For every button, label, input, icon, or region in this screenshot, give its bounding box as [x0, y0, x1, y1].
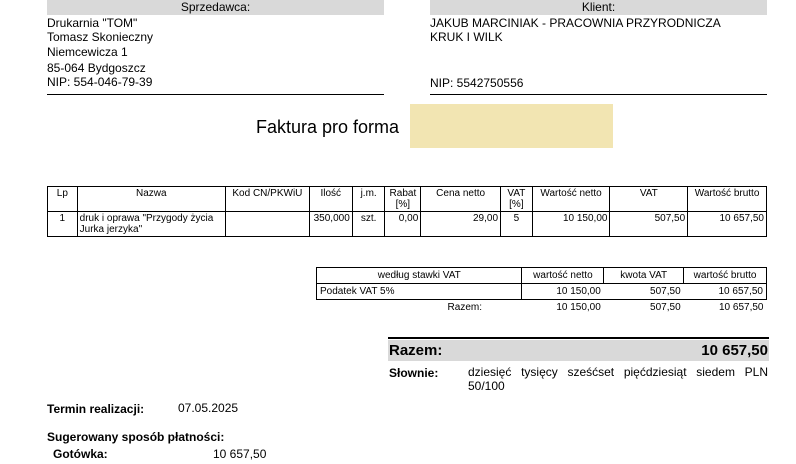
document-title: Faktura pro forma [256, 117, 400, 137]
cell-net-price: 29,00 [421, 212, 501, 237]
seller-street: Niemcewicza 1 [47, 45, 128, 59]
vat-total-gross: 10 657,50 [719, 302, 764, 313]
col-code: Kod CN/PKWiU [225, 187, 309, 212]
client-header: Klient: [430, 0, 767, 15]
seller-nip: NIP: 554-046-79-39 [47, 75, 153, 89]
col-name: Nazwa [77, 187, 225, 212]
seller-divider [47, 94, 384, 95]
col-discount: Rabat [%] [385, 187, 421, 212]
col-qty: Ilość [309, 187, 352, 212]
client-nip: NIP: 5542750556 [430, 76, 524, 90]
vat-col-vat: kwota VAT [604, 268, 684, 284]
cell-code [225, 212, 309, 237]
vat-col-gross: wartość brutto [684, 268, 767, 284]
words-label: Słownie: [389, 366, 439, 380]
vat-col-net: wartość netto [522, 268, 604, 284]
col-gross-value: Wartość brutto [688, 187, 767, 212]
realization-label: Termin realizacji: [47, 402, 145, 416]
total-value: 10 657,50 [701, 342, 768, 359]
amount-in-words: dziesięć tysięcy sześćset pięćdziesiąt siedem PLN 50/100 [468, 365, 768, 393]
vat-total-row [317, 300, 767, 316]
cell-net-value: 10 150,00 [532, 212, 610, 237]
seller-name: Drukarnia "TOM" [47, 16, 138, 30]
vat-rate-row [317, 284, 767, 300]
vat-rate-net: 10 150,00 [522, 284, 604, 300]
items-header-row [48, 187, 767, 212]
vat-total-label: Razem: [447, 302, 482, 313]
vat-header-row [317, 268, 767, 284]
cell-vat: 507,50 [610, 212, 688, 237]
payment-label: Sugerowany sposób płatności: [47, 430, 225, 444]
document-number-field [410, 104, 613, 148]
table-row [48, 212, 767, 237]
cell-vat-rate: 5 [501, 212, 533, 237]
col-vat-rate: VAT [%] [501, 187, 533, 212]
vat-rate-vat: 507,50 [604, 284, 684, 300]
cell-lp: 1 [48, 212, 78, 237]
items-table [47, 186, 767, 237]
vat-rate-gross: 10 657,50 [684, 284, 767, 300]
vat-summary-table [316, 267, 767, 315]
col-net-price: Cena netto [421, 187, 501, 212]
col-net-value: Wartość netto [532, 187, 610, 212]
col-unit: j.m. [352, 187, 385, 212]
vat-total-net: 10 150,00 [556, 302, 601, 313]
total-label: Razem: [389, 342, 443, 359]
payment-method: Gotówka: [53, 447, 108, 461]
cell-gross-value: 10 657,50 [688, 212, 767, 237]
cell-qty: 350,000 [309, 212, 352, 237]
vat-col-rate: według stawki VAT [317, 268, 522, 284]
seller-owner: Tomasz Skonieczny [47, 30, 154, 44]
payment-amount: 10 657,50 [213, 447, 267, 461]
cell-name: druk i oprawa "Przygody życia Jurka jerzyka" [77, 212, 225, 237]
col-lp: Lp [48, 187, 78, 212]
vat-rate-label: Podatek VAT 5% [317, 284, 522, 300]
client-divider [430, 94, 767, 95]
seller-header: Sprzedawca: [47, 0, 384, 15]
col-vat: VAT [610, 187, 688, 212]
seller-city: 85-064 Bydgoszcz [47, 61, 146, 75]
vat-total-vat: 507,50 [650, 302, 681, 313]
realization-date: 07.05.2025 [178, 401, 239, 415]
total-top-line [388, 337, 769, 339]
cell-unit: szt. [352, 212, 385, 237]
client-name: JAKUB MARCINIAK - PRACOWNIA PRZYRODNICZA [430, 16, 721, 30]
client-name-line2: KRUK I WILK [430, 30, 503, 44]
cell-discount: 0,00 [385, 212, 421, 237]
